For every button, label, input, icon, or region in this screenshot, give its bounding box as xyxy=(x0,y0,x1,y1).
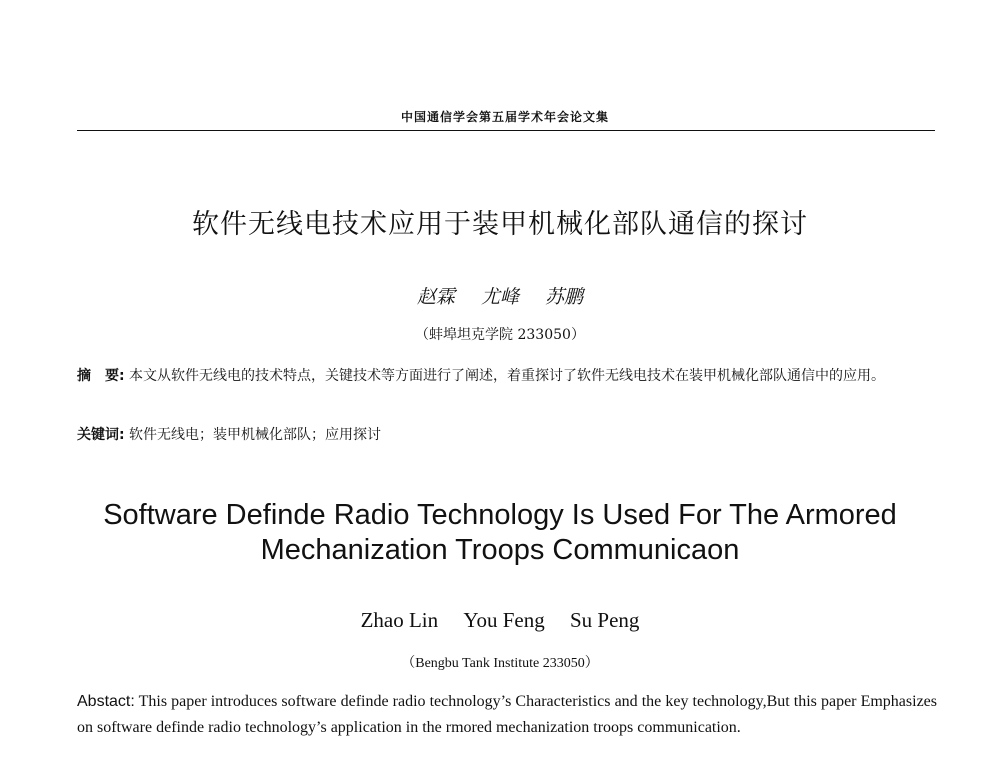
english-abstract-text: This paper introduces software definde radio technology’s Characteristics and the key technology,But this paper Emphasizes on software definde radio technology’s application in the rmored mechanization troops communication. xyxy=(77,693,937,736)
chinese-affiliation: （蚌埠坦克学院 233050） xyxy=(415,327,585,343)
english-author-2: You Feng xyxy=(463,608,545,632)
english-title: Software Definde Radio Technology Is Used For The Armored Mechanization Troops Communicaon xyxy=(103,499,897,566)
chinese-abstract xyxy=(77,364,937,388)
english-author-1: Zhao Lin xyxy=(360,608,439,632)
chinese-abstract-text: 本文从软件无线电的技术特点，关键技术等方面进行了阐述，着重探讨了软件无线电技术在装甲机械化部队通信中的应用。 xyxy=(124,368,886,384)
english-abstract-label: Abstact: xyxy=(77,693,135,710)
chinese-keywords xyxy=(77,424,937,446)
english-abstract xyxy=(77,689,937,741)
chinese-abstract-label: 摘 要: xyxy=(77,368,125,384)
chinese-author-3: 苏鹏 xyxy=(545,286,584,308)
chinese-title: 软件无线电技术应用于装甲机械化部队通信的探讨 xyxy=(192,209,808,240)
chinese-keywords-text: 软件无线电；装甲机械化部队；应用探讨 xyxy=(124,427,382,443)
header-rule xyxy=(77,130,935,131)
chinese-author-1: 赵霖 xyxy=(416,286,455,308)
english-affiliation: （Bengbu Tank Institute 233050） xyxy=(401,656,599,671)
english-authors xyxy=(77,608,923,633)
chinese-keywords-label: 关键词: xyxy=(77,427,125,443)
running-head: 中国通信学会第五届学术年会论文集 xyxy=(400,110,609,124)
chinese-authors xyxy=(77,282,923,309)
chinese-author-2: 尤峰 xyxy=(480,286,519,308)
english-author-3: Su Peng xyxy=(569,608,640,632)
